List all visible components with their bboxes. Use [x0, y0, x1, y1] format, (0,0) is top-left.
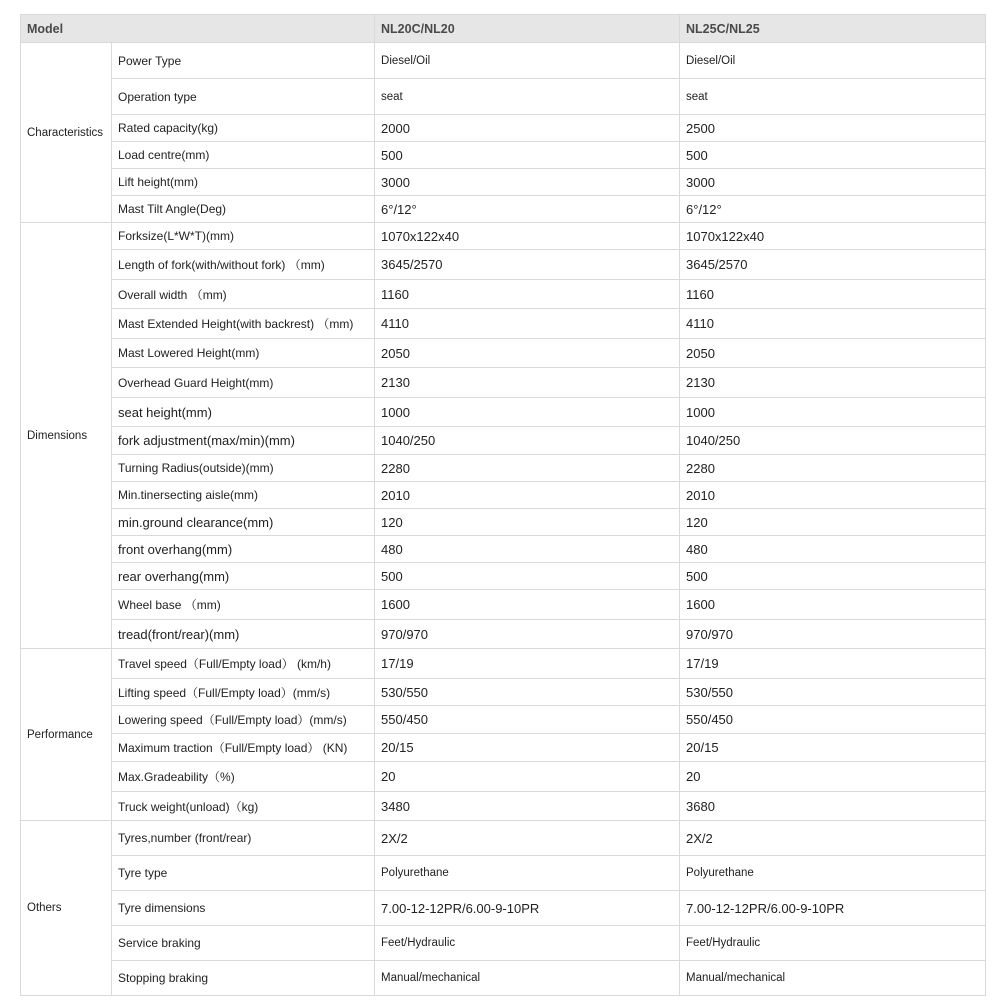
cell-value: 480	[680, 536, 986, 563]
table-row	[21, 563, 986, 590]
row-label: Maximum traction（Full/Empty load） (KN)	[112, 734, 375, 762]
cell-value: 17/19	[680, 649, 986, 679]
table-row	[21, 398, 986, 427]
cell-value: 2010	[375, 482, 680, 509]
row-label: Tyre dimensions	[112, 891, 375, 926]
table-row	[21, 280, 986, 309]
cell-value: 3645/2570	[375, 250, 680, 280]
cell-value: 1040/250	[375, 427, 680, 455]
row-label: Overhead Guard Height(mm)	[112, 368, 375, 398]
table-row	[21, 169, 986, 196]
header-row	[21, 15, 986, 43]
cell-value: 1000	[375, 398, 680, 427]
table-row	[21, 620, 986, 649]
row-label: rear overhang(mm)	[112, 563, 375, 590]
spec-table	[20, 14, 986, 996]
column-header-nl20: NL20C/NL20	[375, 15, 680, 43]
table-row	[21, 339, 986, 368]
cell-value: Manual/mechanical	[680, 961, 986, 996]
table-row	[21, 309, 986, 339]
row-label: tread(front/rear)(mm)	[112, 620, 375, 649]
row-label: Max.Gradeability（%)	[112, 762, 375, 792]
cell-value: 4110	[680, 309, 986, 339]
table-row	[21, 536, 986, 563]
model-header: Model	[21, 15, 375, 43]
cell-value: 480	[375, 536, 680, 563]
table-row	[21, 368, 986, 398]
row-label: Load centre(mm)	[112, 142, 375, 169]
cell-value: 2500	[680, 115, 986, 142]
table-row	[21, 821, 986, 856]
cell-value: 3000	[680, 169, 986, 196]
table-row	[21, 891, 986, 926]
table-row	[21, 926, 986, 961]
row-label: Overall width （mm)	[112, 280, 375, 309]
cell-value: 3000	[375, 169, 680, 196]
cell-value: 3645/2570	[680, 250, 986, 280]
table-row	[21, 856, 986, 891]
cell-value: 1070x122x40	[375, 223, 680, 250]
cell-value: 1600	[375, 590, 680, 620]
row-label: Tyres,number (front/rear)	[112, 821, 375, 856]
cell-value: 550/450	[680, 706, 986, 734]
cell-value: 2280	[375, 455, 680, 482]
table-row	[21, 649, 986, 679]
table-row	[21, 762, 986, 792]
cell-value: 6°/12°	[375, 196, 680, 223]
table-row	[21, 196, 986, 223]
cell-value: 1070x122x40	[680, 223, 986, 250]
table-row	[21, 706, 986, 734]
cell-value: 2050	[375, 339, 680, 368]
cell-value: 500	[680, 563, 986, 590]
row-label: Forksize(L*W*T)(mm)	[112, 223, 375, 250]
cell-value: 3680	[680, 792, 986, 821]
row-label: Wheel base （mm)	[112, 590, 375, 620]
group-dimensions: Dimensions	[21, 223, 112, 649]
table-row	[21, 115, 986, 142]
cell-value: 20	[680, 762, 986, 792]
table-row	[21, 43, 986, 79]
cell-value: 500	[375, 563, 680, 590]
row-label: Power Type	[112, 43, 375, 79]
cell-value: 1160	[375, 280, 680, 309]
row-label: Rated capacity(kg)	[112, 115, 375, 142]
cell-value: Polyurethane	[680, 856, 986, 891]
cell-value: 6°/12°	[680, 196, 986, 223]
cell-value: 530/550	[375, 679, 680, 706]
cell-value: Feet/Hydraulic	[680, 926, 986, 961]
cell-value: Feet/Hydraulic	[375, 926, 680, 961]
cell-value: 20/15	[680, 734, 986, 762]
cell-value: 4110	[375, 309, 680, 339]
row-label: Travel speed（Full/Empty load） (km/h)	[112, 649, 375, 679]
row-label: min.ground clearance(mm)	[112, 509, 375, 536]
cell-value: 2130	[680, 368, 986, 398]
row-label: Lowering speed（Full/Empty load）(mm/s)	[112, 706, 375, 734]
table-row	[21, 223, 986, 250]
cell-value: 500	[375, 142, 680, 169]
row-label: Mast Lowered Height(mm)	[112, 339, 375, 368]
cell-value: Diesel/Oil	[375, 43, 680, 79]
cell-value: 970/970	[375, 620, 680, 649]
cell-value: 120	[680, 509, 986, 536]
cell-value: 2010	[680, 482, 986, 509]
cell-value: 20	[375, 762, 680, 792]
row-label: Stopping braking	[112, 961, 375, 996]
row-label: fork adjustment(max/min)(mm)	[112, 427, 375, 455]
row-label: Truck weight(unload)（kg)	[112, 792, 375, 821]
table-row	[21, 679, 986, 706]
cell-value: 1040/250	[680, 427, 986, 455]
cell-value: 530/550	[680, 679, 986, 706]
row-label: Min.tinersecting aisle(mm)	[112, 482, 375, 509]
table-row	[21, 79, 986, 115]
row-label: front overhang(mm)	[112, 536, 375, 563]
cell-value: 2X/2	[375, 821, 680, 856]
cell-value: 7.00-12-12PR/6.00-9-10PR	[375, 891, 680, 926]
table-row	[21, 792, 986, 821]
group-performance: Performance	[21, 649, 112, 821]
row-label: Service braking	[112, 926, 375, 961]
cell-value: Manual/mechanical	[375, 961, 680, 996]
cell-value: 1600	[680, 590, 986, 620]
table-row	[21, 455, 986, 482]
table-row	[21, 427, 986, 455]
cell-value: Polyurethane	[375, 856, 680, 891]
row-label: Mast Tilt Angle(Deg)	[112, 196, 375, 223]
table-row	[21, 961, 986, 996]
cell-value: 2130	[375, 368, 680, 398]
row-label: Lift height(mm)	[112, 169, 375, 196]
row-label: Tyre type	[112, 856, 375, 891]
row-label: seat height(mm)	[112, 398, 375, 427]
group-characteristics: Characteristics	[21, 43, 112, 223]
table-row	[21, 142, 986, 169]
cell-value: 1000	[680, 398, 986, 427]
cell-value: seat	[375, 79, 680, 115]
cell-value: 17/19	[375, 649, 680, 679]
cell-value: 970/970	[680, 620, 986, 649]
cell-value: 2000	[375, 115, 680, 142]
cell-value: 7.00-12-12PR/6.00-9-10PR	[680, 891, 986, 926]
cell-value: 500	[680, 142, 986, 169]
cell-value: 3480	[375, 792, 680, 821]
table-row	[21, 509, 986, 536]
cell-value: 120	[375, 509, 680, 536]
table-row	[21, 590, 986, 620]
cell-value: 2050	[680, 339, 986, 368]
cell-value: Diesel/Oil	[680, 43, 986, 79]
group-others: Others	[21, 821, 112, 996]
column-header-nl25: NL25C/NL25	[680, 15, 986, 43]
row-label: Mast Extended Height(with backrest) （mm)	[112, 309, 375, 339]
cell-value: 20/15	[375, 734, 680, 762]
row-label: Operation type	[112, 79, 375, 115]
table-row	[21, 482, 986, 509]
cell-value: 1160	[680, 280, 986, 309]
table-row	[21, 250, 986, 280]
row-label: Lifting speed（Full/Empty load）(mm/s)	[112, 679, 375, 706]
row-label: Length of fork(with/without fork) （mm)	[112, 250, 375, 280]
cell-value: 550/450	[375, 706, 680, 734]
table-row	[21, 734, 986, 762]
cell-value: seat	[680, 79, 986, 115]
row-label: Turning Radius(outside)(mm)	[112, 455, 375, 482]
cell-value: 2280	[680, 455, 986, 482]
cell-value: 2X/2	[680, 821, 986, 856]
